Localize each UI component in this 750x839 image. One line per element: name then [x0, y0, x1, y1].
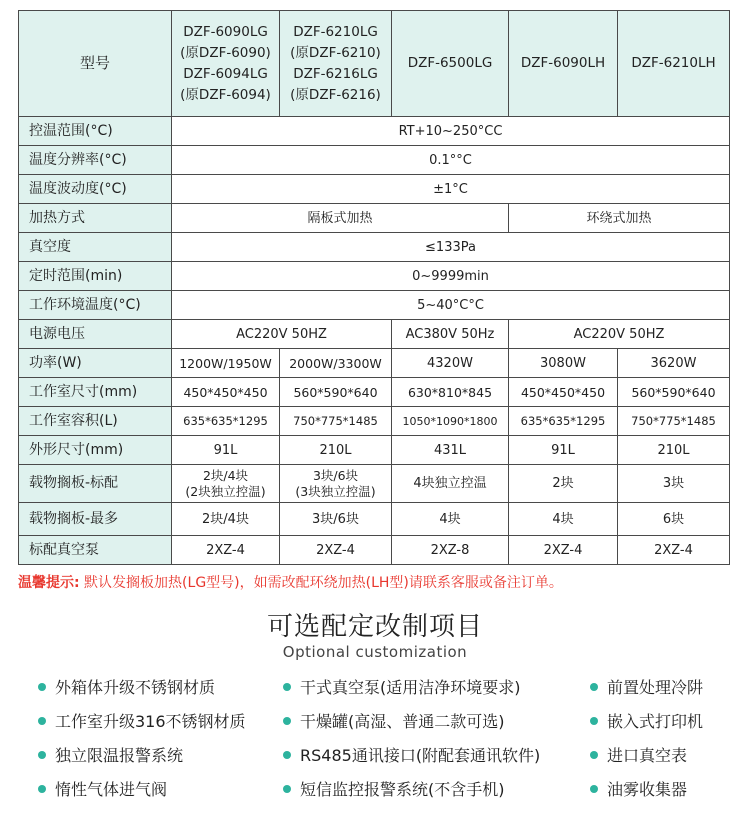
header-label: 型号 — [19, 11, 172, 117]
cell-value: 3块 — [618, 465, 730, 503]
cell-value: 750*775*1485 — [280, 407, 392, 436]
row-label: 工作室尺寸(mm) — [19, 378, 172, 407]
option-item — [590, 675, 703, 698]
cell-value: 2000W/3300W — [280, 349, 392, 378]
row-chamber-volume — [19, 407, 730, 436]
cell-value: 环绕式加热 — [509, 204, 730, 233]
cell-value: 450*450*450 — [172, 378, 280, 407]
option-label: 惰性气体进气阀 — [55, 780, 168, 799]
cell-value: 560*590*640 — [280, 378, 392, 407]
row-fluctuation — [19, 175, 730, 204]
row-label: 加热方式 — [19, 204, 172, 233]
options-title: 可选配定改制项目 — [266, 612, 483, 642]
header-model-1-line: DZF-6090LG — [183, 23, 268, 40]
header-model-4: DZF-6090LH — [509, 11, 618, 117]
option-label: 油雾收集器 — [607, 780, 688, 799]
bullet-dot-icon — [283, 683, 291, 691]
bullet-dot-icon — [590, 751, 598, 759]
bullet-dot-icon — [38, 751, 46, 759]
row-label: 载物搁板-标配 — [19, 465, 172, 503]
spec-table — [18, 10, 730, 565]
header-model-2 — [280, 11, 392, 117]
row-outer-size — [19, 436, 730, 465]
cell-line: 2块/4块 — [202, 467, 249, 483]
cell-value: 3080W — [509, 349, 618, 378]
header-model-1-line: (原DZF-6094) — [180, 86, 271, 103]
cell-value: 450*450*450 — [509, 378, 618, 407]
row-label: 外形尺寸(mm) — [19, 436, 172, 465]
cell-line: (3块独立控温) — [295, 483, 376, 499]
header-row — [19, 11, 730, 117]
cell-value: 431L — [392, 436, 509, 465]
row-vacuum — [19, 233, 730, 262]
bullet-dot-icon — [283, 785, 291, 793]
warm-tip-prefix: 温馨提示: — [18, 575, 80, 591]
row-label: 温度波动度(°C) — [19, 175, 172, 204]
option-item — [38, 743, 183, 766]
cell-value: 2XZ-4 — [618, 536, 730, 565]
cell-value: 2XZ-4 — [509, 536, 618, 565]
header-model-2-line: DZF-6216LG — [293, 65, 378, 82]
row-temp-range — [19, 117, 730, 146]
cell-value: 0~9999min — [172, 262, 730, 291]
cell-value: 隔板式加热 — [172, 204, 509, 233]
cell-value: 750*775*1485 — [618, 407, 730, 436]
header-model-1 — [172, 11, 280, 117]
row-shelf-max — [19, 503, 730, 536]
cell-value: ±1°C — [172, 175, 730, 204]
cell-value: 1200W/1950W — [172, 349, 280, 378]
option-item — [283, 743, 540, 766]
row-pump — [19, 536, 730, 565]
cell-value: 4块 — [392, 503, 509, 536]
row-label: 定时范围(min) — [19, 262, 172, 291]
cell-value: ≤133Pa — [172, 233, 730, 262]
cell-value: 4块 — [509, 503, 618, 536]
cell-value: RT+10~250°CC — [172, 117, 730, 146]
row-label: 工作环境温度(°C) — [19, 291, 172, 320]
cell-value: 2XZ-8 — [392, 536, 509, 565]
header-model-1-line: DZF-6094LG — [183, 65, 268, 82]
row-timer — [19, 262, 730, 291]
cell-value: AC380V 50Hz — [392, 320, 509, 349]
option-item — [590, 709, 703, 732]
cell-value: 3块/6块 — [280, 503, 392, 536]
row-label: 电源电压 — [19, 320, 172, 349]
header-model-2-line: (原DZF-6210) — [290, 44, 381, 61]
header-model-5: DZF-6210LH — [618, 11, 730, 117]
cell-value: 630*810*845 — [392, 378, 509, 407]
row-shelf-std — [19, 465, 730, 503]
cell-value: 3620W — [618, 349, 730, 378]
cell-value: 635*635*1295 — [509, 407, 618, 436]
option-label: 工作室升级316不锈钢材质 — [55, 712, 246, 731]
bullet-dot-icon — [590, 683, 598, 691]
cell-value: 2块/4块 — [172, 503, 280, 536]
row-heating — [19, 204, 730, 233]
option-item — [590, 777, 687, 800]
cell-value: 2XZ-4 — [172, 536, 280, 565]
cell-value: 635*635*1295 — [172, 407, 280, 436]
option-item — [283, 675, 521, 698]
row-power — [19, 349, 730, 378]
cell-line: (2块独立控温) — [185, 483, 266, 499]
row-label: 功率(W) — [19, 349, 172, 378]
warm-tip-text: 默认发搁板加热(LG型号)，如需改配环绕加热(LH型)请联系客服或备注订单。 — [79, 575, 563, 591]
row-chamber-size — [19, 378, 730, 407]
cell-value: 560*590*640 — [618, 378, 730, 407]
row-label: 工作室容积(L) — [19, 407, 172, 436]
option-label: 干式真空泵(适用洁净环境要求) — [300, 678, 521, 697]
row-resolution — [19, 146, 730, 175]
cell-value — [280, 465, 392, 503]
row-label: 真空度 — [19, 233, 172, 262]
cell-value: 6块 — [618, 503, 730, 536]
option-label: 干燥罐(高湿、普通二款可选) — [300, 712, 505, 731]
cell-value: AC220V 50HZ — [172, 320, 392, 349]
cell-value: AC220V 50HZ — [509, 320, 730, 349]
option-item — [38, 675, 215, 698]
bullet-dot-icon — [38, 785, 46, 793]
bullet-dot-icon — [38, 683, 46, 691]
option-item — [38, 777, 167, 800]
bullet-dot-icon — [283, 751, 291, 759]
cell-value: 91L — [172, 436, 280, 465]
cell-value: 1050*1090*1800 — [392, 407, 509, 436]
option-label: 进口真空表 — [607, 746, 688, 765]
cell-value — [172, 465, 280, 503]
row-label: 温度分辨率(°C) — [19, 146, 172, 175]
cell-line: 3块/6块 — [312, 467, 359, 483]
row-env-temp — [19, 291, 730, 320]
option-item — [590, 743, 687, 766]
row-label: 控温范围(°C) — [19, 117, 172, 146]
cell-value: 2XZ-4 — [280, 536, 392, 565]
option-label: 短信监控报警系统(不含手机) — [300, 780, 505, 799]
header-model-1-line: (原DZF-6090) — [180, 44, 271, 61]
option-label: 前置处理冷阱 — [607, 678, 704, 697]
cell-value: 210L — [280, 436, 392, 465]
header-model-3: DZF-6500LG — [392, 11, 509, 117]
warm-tip — [18, 572, 563, 592]
option-item — [283, 777, 505, 800]
row-label: 载物搁板-最多 — [19, 503, 172, 536]
option-label: 外箱体升级不锈钢材质 — [55, 678, 216, 697]
option-item — [283, 709, 505, 732]
header-model-2-line: DZF-6210LG — [293, 23, 378, 40]
option-item — [38, 709, 246, 732]
option-label: 嵌入式打印机 — [607, 712, 704, 731]
cell-value: 4320W — [392, 349, 509, 378]
cell-value: 5~40°C°C — [172, 291, 730, 320]
cell-value: 210L — [618, 436, 730, 465]
bullet-dot-icon — [590, 717, 598, 725]
row-power-supply — [19, 320, 730, 349]
header-model-2-line: (原DZF-6216) — [290, 86, 381, 103]
bullet-dot-icon — [590, 785, 598, 793]
options-subtitle: Optional customization — [282, 643, 468, 661]
cell-value: 91L — [509, 436, 618, 465]
option-label: RS485通讯接口(附配套通讯软件) — [300, 746, 541, 765]
row-label: 标配真空泵 — [19, 536, 172, 565]
cell-value: 0.1°°C — [172, 146, 730, 175]
option-label: 独立限温报警系统 — [55, 746, 184, 765]
cell-value: 4块独立控温 — [392, 465, 509, 503]
cell-value: 2块 — [509, 465, 618, 503]
bullet-dot-icon — [283, 717, 291, 725]
bullet-dot-icon — [38, 717, 46, 725]
